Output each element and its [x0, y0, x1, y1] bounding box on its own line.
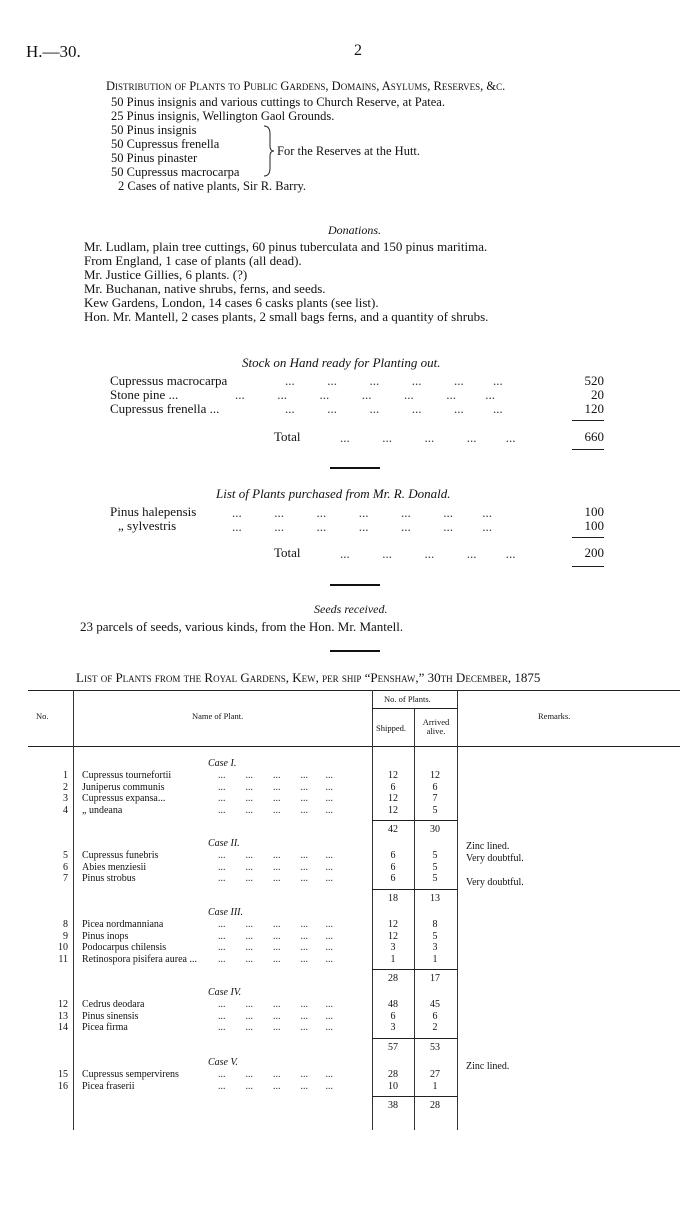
arrived-count: 5: [432, 804, 438, 816]
header-no: No.: [36, 711, 49, 721]
shipped-count: 6: [390, 861, 396, 873]
stock-total-value: 660: [584, 429, 604, 444]
donation-line: From England, 1 case of plants (all dead).: [84, 253, 302, 268]
subtotal-shipped: 18: [388, 892, 398, 904]
leader-dots: ... ... ... ... ...: [218, 804, 333, 816]
column-divider: [457, 690, 458, 1130]
arrived-count: 6: [432, 1010, 438, 1022]
row-number: 9: [63, 930, 68, 942]
subtotal-rule: [372, 969, 457, 970]
stock-item-value: 120: [584, 401, 604, 416]
header-remarks: Remarks.: [538, 711, 571, 721]
case-label: Case I.: [208, 758, 237, 769]
section-divider: [330, 467, 380, 469]
leader-dots: ... ... ... ... ...: [218, 861, 333, 873]
stock-item-value: 20: [591, 387, 604, 402]
shipped-count: 12: [388, 919, 398, 930]
leader-dots: ... ... ... ... ...: [218, 919, 333, 930]
plant-name: Picea fraserii: [82, 1080, 135, 1092]
subtotal-arrived: 17: [430, 973, 440, 984]
stock-item-name: Stone pine ...: [110, 387, 179, 402]
plant-name: „ undeana: [82, 804, 123, 816]
header-shipped: Shipped.: [376, 723, 406, 733]
case-label: Case IV.: [208, 987, 242, 998]
purchased-item-value: 100: [584, 504, 604, 519]
subtotal-arrived: 53: [430, 1041, 440, 1053]
leader-dots: ... ... ... ... ...: [218, 770, 333, 781]
purchased-total-value: 200: [584, 545, 604, 560]
leader-dots: ... ... ... ... ... ...: [285, 373, 503, 388]
arrived-count: 27: [430, 1069, 440, 1080]
section-divider: [330, 650, 380, 652]
row-number: 6: [63, 861, 68, 873]
kew-title-text: List of Plants from the Royal Gardens, Kew, per ship “Penshaw,” 30th December, 1875: [76, 670, 541, 685]
leader-dots: ... ... ... ... ...: [340, 430, 516, 445]
column-divider: [372, 690, 373, 1130]
stock-title: Stock on Hand ready for Planting out.: [242, 355, 441, 370]
subtotal-arrived: 28: [430, 1100, 440, 1111]
distribution-line: 50 Pinus insignis: [111, 123, 197, 137]
subtotal-shipped: 38: [388, 1100, 398, 1111]
leader-dots: ... ... ... ... ...: [340, 546, 516, 561]
donation-line: Mr. Justice Gillies, 6 plants. (?): [84, 267, 248, 282]
row-number: 4: [63, 804, 68, 816]
arrived-count: 5: [432, 861, 438, 873]
row-number: 15: [58, 1069, 68, 1080]
subtotal-rule: [372, 820, 457, 821]
shipped-count: 48: [388, 999, 398, 1010]
purchased-item-name: „ sylvestris: [118, 518, 177, 533]
case-label: Case II.: [208, 838, 240, 849]
plant-name: Cedrus deodara: [82, 999, 145, 1010]
shipped-count: 12: [388, 770, 398, 781]
row-number: 2: [63, 781, 68, 793]
plant-name: Pinus strobus: [82, 873, 136, 884]
sum-rule: [572, 537, 604, 538]
subtotal-arrived: 13: [430, 892, 440, 904]
distribution-line: 2 Cases of native plants, Sir R. Barry.: [118, 179, 307, 193]
shipped-count: 28: [388, 1069, 398, 1080]
leader-dots: ... ... ... ... ...: [218, 793, 333, 804]
arrived-count: 3: [432, 942, 438, 953]
row-number: 13: [58, 1010, 68, 1022]
arrived-count: 5: [432, 873, 438, 884]
leader-dots: ... ... ... ... ...: [218, 1069, 333, 1080]
donation-line: Kew Gardens, London, 14 cases 6 casks plants (see list).: [84, 295, 379, 310]
purchased-item-name: Pinus halepensis: [110, 504, 197, 519]
leader-dots: ... ... ... ... ... ... ...: [232, 519, 492, 534]
distribution-line: 50 Pinus insignis and various cuttings to Church Reserve, at Patea.: [111, 95, 445, 109]
purchased-total-label: Total: [274, 545, 301, 560]
distribution-line: 25 Pinus insignis, Wellington Gaol Grounds.: [111, 109, 335, 123]
leader-dots: ... ... ... ... ... ... ...: [235, 387, 495, 402]
row-number: 3: [63, 793, 68, 804]
plant-name: Cupressus tournefortii: [82, 770, 172, 781]
subtotal-rule: [372, 1038, 457, 1039]
plant-name: Cupressus sempervirens: [82, 1069, 179, 1080]
leader-dots: ... ... ... ... ...: [218, 930, 333, 942]
plant-name: Retinospora pisifera aurea ...: [82, 953, 197, 965]
arrived-count: 8: [432, 919, 438, 930]
shipped-count: 6: [390, 1010, 396, 1022]
shipped-count: 12: [388, 804, 398, 816]
remark: Very doubtful.: [466, 853, 524, 864]
arrived-count: 6: [432, 781, 438, 793]
section-divider: [330, 584, 380, 586]
brace-note: For the Reserves at the Hutt.: [277, 144, 421, 158]
distribution-title: Distribution of Plants to Public Gardens, Domains, Asylums, Reserves, &c.: [106, 79, 506, 93]
row-number: 16: [58, 1080, 68, 1092]
header-group: No. of Plants.: [384, 694, 431, 704]
plant-name: Cupressus expansa...: [82, 793, 166, 804]
remark: Zinc lined.: [466, 841, 510, 852]
leader-dots: ... ... ... ... ... ... ...: [232, 505, 492, 520]
leader-dots: ... ... ... ... ...: [218, 850, 333, 861]
arrived-count: 7: [432, 793, 438, 804]
plant-name: Picea firma: [82, 1022, 128, 1033]
case-label: Case III.: [208, 907, 243, 918]
subtotal-shipped: 28: [388, 973, 398, 984]
sum-rule: [572, 449, 604, 450]
page-number: 2: [354, 42, 362, 59]
stock-item-name: Cupressus macrocarpa: [110, 373, 228, 388]
sum-rule: [572, 566, 604, 567]
donations-title: Donations.: [328, 223, 382, 237]
sum-rule: [572, 420, 604, 421]
stock-item-value: 520: [584, 373, 604, 388]
row-number: 14: [58, 1022, 68, 1033]
document-reference: H.—30.: [26, 42, 81, 61]
shipped-count: 3: [390, 942, 396, 953]
donation-line: Mr. Buchanan, native shrubs, ferns, and seeds.: [84, 281, 326, 296]
plant-name: Abies menziesii: [82, 861, 147, 873]
case-label: Case V.: [208, 1057, 238, 1068]
arrived-count: 5: [432, 930, 438, 942]
seeds-line: 23 parcels of seeds, various kinds, from the Hon. Mr. Mantell.: [80, 619, 404, 634]
leader-dots: ... ... ... ... ...: [218, 1022, 333, 1033]
column-divider: [73, 690, 74, 1130]
arrived-count: 12: [430, 770, 440, 781]
group-header-rule: [372, 708, 457, 709]
seeds-title: Seeds received.: [314, 602, 388, 616]
plant-name: Podocarpus chilensis: [82, 942, 167, 953]
arrived-count: 5: [432, 850, 438, 861]
row-number: 12: [58, 999, 68, 1010]
distribution-line: 50 Cupressus frenella: [111, 137, 220, 151]
plant-name: Picea nordmanniana: [82, 919, 164, 930]
subtotal-rule: [372, 1096, 457, 1097]
plant-name: Pinus sinensis: [82, 1010, 139, 1022]
plant-name: Pinus inops: [82, 930, 129, 942]
donation-line: Mr. Ludlam, plain tree cuttings, 60 pinus tuberculata and 150 pinus maritima.: [84, 239, 488, 254]
distribution-line: 50 Pinus pinaster: [111, 151, 198, 165]
remark: Zinc lined.: [466, 1061, 510, 1072]
row-number: 8: [63, 919, 68, 930]
shipped-count: 6: [390, 873, 396, 884]
shipped-count: 6: [390, 781, 396, 793]
row-number: 1: [63, 770, 68, 781]
remark: Very doubtful.: [466, 877, 524, 888]
row-number: 10: [58, 942, 68, 953]
row-number: 11: [58, 953, 68, 965]
purchased-item-value: 100: [584, 518, 604, 533]
leader-dots: ... ... ... ... ...: [218, 1080, 333, 1092]
leader-dots: ... ... ... ... ...: [218, 953, 333, 965]
column-divider: [414, 708, 415, 1130]
leader-dots: ... ... ... ... ... ...: [285, 401, 503, 416]
purchased-title: List of Plants purchased from Mr. R. Donald.: [216, 486, 451, 501]
distribution-line: 50 Cupressus macrocarpa: [111, 165, 240, 179]
leader-dots: ... ... ... ... ...: [218, 781, 333, 793]
stock-item-name: Cupressus frenella ...: [110, 401, 220, 416]
arrived-count: 1: [432, 953, 438, 965]
table-top-rule: [28, 690, 680, 691]
plant-name: Cupressus funebris: [82, 850, 159, 861]
shipped-count: 10: [388, 1080, 398, 1092]
arrived-count: 1: [432, 1080, 438, 1092]
row-number: 7: [63, 873, 68, 884]
subtotal-arrived: 30: [430, 824, 440, 835]
shipped-count: 12: [388, 793, 398, 804]
header-name: Name of Plant.: [192, 711, 244, 721]
shipped-count: 6: [390, 850, 396, 861]
arrived-count: 2: [432, 1022, 438, 1033]
leader-dots: ... ... ... ... ...: [218, 1010, 333, 1022]
subtotal-shipped: 57: [388, 1041, 398, 1053]
stock-total-label: Total: [274, 429, 301, 444]
leader-dots: ... ... ... ... ...: [218, 999, 333, 1010]
shipped-count: 12: [388, 930, 398, 942]
table-header-rule: [28, 746, 680, 747]
shipped-count: 1: [390, 953, 396, 965]
leader-dots: ... ... ... ... ...: [218, 942, 333, 953]
subtotal-rule: [372, 889, 457, 890]
shipped-count: 3: [390, 1022, 396, 1033]
header-arrived: Arrived alive.: [422, 717, 450, 736]
subtotal-shipped: 42: [388, 824, 398, 835]
leader-dots: ... ... ... ... ...: [218, 873, 333, 884]
arrived-count: 45: [430, 999, 440, 1010]
brace-icon: [262, 124, 276, 178]
kew-title: [76, 670, 540, 686]
plant-name: Juniperus communis: [82, 781, 165, 793]
donation-line: Hon. Mr. Mantell, 2 cases plants, 2 small bags ferns, and a quantity of shrubs.: [84, 309, 489, 324]
row-number: 5: [63, 850, 68, 861]
